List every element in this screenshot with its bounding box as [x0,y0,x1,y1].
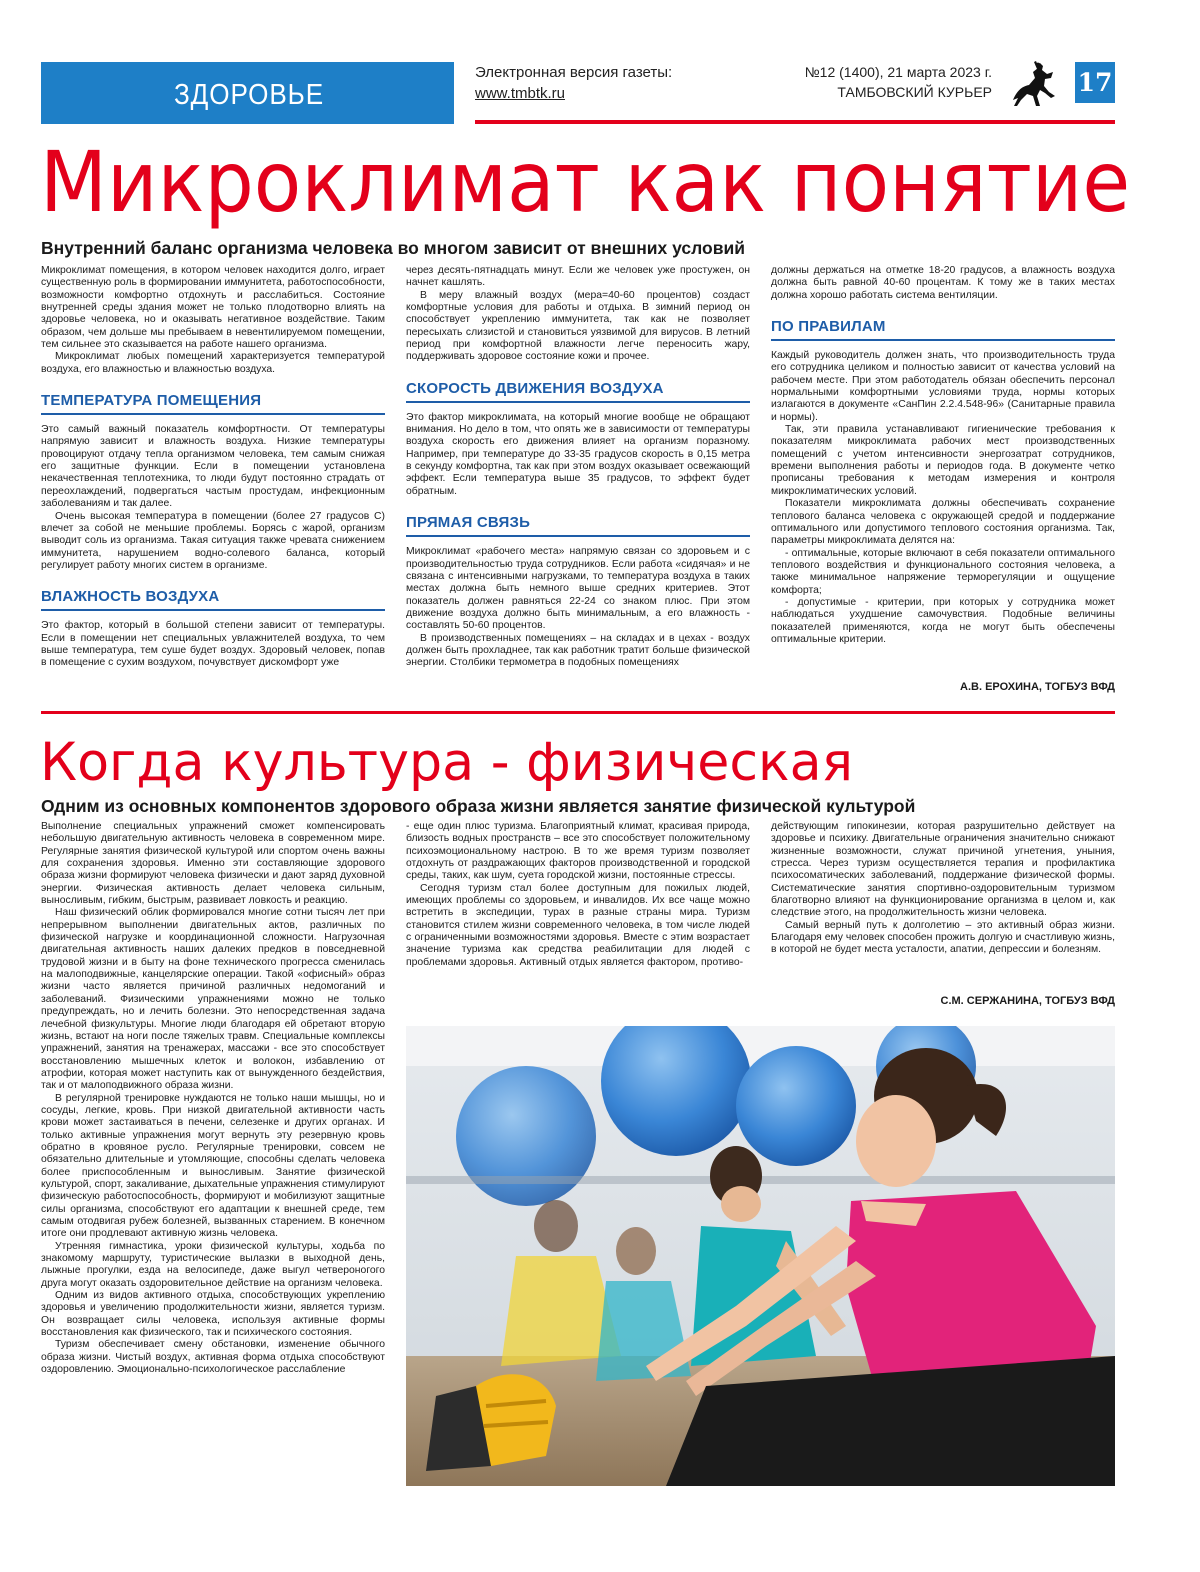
article1-paragraph: В меру влажный воздух (мера=40-60 процентов) создаст комфортные условия для работы и отдыха. В зимний период он способствует укреплению иммунитета, так как не позволяет пересыхать слизистой и становиться уязвимой для вирусов. В летний период при комфортной влажности легче переносить жару, поддерживать здоровое состояние кожи и прочее. [406,289,750,363]
article1-subheading-temperature: ТЕМПЕРАТУРА ПОМЕЩЕНИЯ [41,392,385,415]
issue-number: №12 (1400), 21 марта 2023 г. [804,64,992,80]
article1-subheading-humidity: ВЛАЖНОСТЬ ВОЗДУХА [41,588,385,611]
fitness-photo-illustration [406,1026,1115,1486]
article-divider [41,711,1115,714]
article1-paragraph: Так, эти правила устанавливают гигиенические требования к показателям микроклимата рабочих мест производственных помещений с учетом интенсивности энергозатрат сотрудников, времени выполнения работы и периодов года. В документе четко прописаны требования к методам измерения и контроля микроклиматических условий. [771,424,1115,497]
article1-subheading-direct-link: ПРЯМАЯ СВЯЗЬ [406,514,750,537]
paper-name: ТАМБОВСКИЙ КУРЬЕР [837,84,992,100]
fitness-stretching-photo [406,1026,1115,1486]
article1-paragraph: - оптимальные, которые включают в себя показатели оптимального теплового воздействия и функционального состояния человека, а также минимальное напряжение терморегуляции и ощущение комфорта; [771,547,1115,596]
article2-standfirst: Одним из основных компонентов здорового образа жизни является занятие физической культурой [41,796,916,816]
article1-subheading-rules: ПО ПРАВИЛАМ [771,318,1115,341]
article1-paragraph: Показатели микроклимата должны обеспечивать сохранение теплового баланса человека с окружающей средой и поддержание оптимального или допустимого теплового состояния организма. Так, параметры микроклимата делятся на: [771,498,1115,547]
rubric-label: ЗДОРОВЬЕ [174,79,325,111]
article2-column-1 [41,821,385,1493]
article2-paragraph: В регулярной тренировке нуждаются не только наши мышцы, но и сосуды, легкие, кровь. При низкой двигательной активности часть крови может застаиваться в печени, селезенке и других органах. И только активные упражнения могут вернуть эту резервную кровь обратно в кровяное русло. Регулярные тренировки, совсем не обязательно длительные и утомляющие, способны сделать человека более приспособленным и выносливым. Занятие физической культурой, спорт, закаливание, дыхательные упражнения стимулируют физическую работоспособность, формируют и мобилизуют защитные силы организма, способствуют его адаптации к внешней среде, тем самым отодвигая рубеж болезней, вызванных старением. В конечном итоге они продлевают активную жизнь человека. [41,1092,385,1240]
edition-url-link[interactable]: www.tmbtk.ru [475,85,566,102]
article2-paragraph: Одним из видов активного отдыха, способствующих укреплению здоровья и увеличению продолжительности жизни, является туризм. Он возвращает силы человека, используя активные формы восстановления как физического, так и психического состояния. [41,1290,385,1339]
article2-paragraph: Сегодня туризм стал более доступным для пожилых людей, имеющих проблемы со здоровьем, и инвалидов. Их все чаще можно встретить в экспедиции, турах в разные страны мира. Туризм становится стилем жизни современного человека, в том числе людей с ограниченными возможностями здоровья. Вместе с этим возрастает значение туризма как средства реабилитации для людей с проблемами здоровья. Активный отдых является фактором, противо- [406,882,750,968]
page-number: 17 [1075,62,1115,103]
article1-paragraph: Это фактор, который в большой степени зависит от температуры. Если в помещении нет специальных увлажнителей воздуха, то чем выше температура, тем суше будет воздух. Здоровый человек, попав в помещение с сухим воздухом, почувствует дискомфорт уже [41,620,385,669]
article2-author: С.М. СЕРЖАНИНА, ТОГБУЗ ВФД [940,995,1115,1007]
article1-standfirst: Внутренний баланс организма человека во многом зависит от внешних условий [41,238,745,258]
article2-paragraph: Выполнение специальных упражнений сможет компенсировать небольшую двигательную активность человека в современном мире. Регулярные занятия физической культурой или спортом очень важны для сохранения здоровья. Именно эти составляющие здорового образа жизни формируют человека физически и дают заряд духовной энергии. Физическая активность делает человека сильным, выносливым, гибким, быстрым, развивает ловкость и реакцию. [41,821,385,907]
article1-subheading-air-speed: СКОРОСТЬ ДВИЖЕНИЯ ВОЗДУХА [406,380,750,403]
article2-paragraph: Туризм обеспечивает смену обстановки, изменение обычного образа жизни. Чистый воздух, активная форма отдыха способствуют оздоровлению. Эмоционально-психологическое расслабление [41,1339,385,1376]
article2-paragraph: Наш физический облик формировался многие сотни тысяч лет при непрерывном выполнении двигательных актов, различных по физической нагрузке и координационной сложности. Нагрузочная двигательная активность наших далеких предков в повседневной трудовой жизни и в быту на фоне технического прогресса сменилась на малоподвижные, канцелярские операции. Такой «офисный» образ жизни часто является причиной различных недомоганий и заболеваний. Физическими упражнениями можно не только предупреждать, но и лечить болезни. Это непосредственная задача лечебной физкультуры. Многие люди благодаря ей обретают вторую жизнь, встают на ноги после тяжелых травм. Специальные комплексы упражнений, занятия на тренажерах, массажи - все это способствует восстановлению мышечных клеток и волокон, избавлению от атрофии, которая может наступить как от вынужденного бездействия, так и от малоподвижного образа жизни. [41,907,385,1092]
edition-info [475,62,672,104]
article1-paragraph: Микроклимат помещения, в котором человек находится долго, играет существенную роль в формировании иммунитета, работоспособности, возможности комфортно отдохнуть и расслабиться. Состояние внутренней среды здания может не только плодотворно влиять на здоровье человека, но и оказывать негативное воздействие. Таким образом, чем дольше мы пребываем в невентилируемом помещении, тем сильнее это сказывается на работе нашего организма. [41,265,385,351]
article1-paragraph: - допустимые - критерии, при которых у сотрудника может наблюдаться ухудшение самочувствия. Подобные величины показателей применяются, когда не могут быть обеспечены оптимальные критерии. [771,596,1115,645]
article2-title: Когда культура - физическая [40,732,853,793]
article2-paragraph: Утренняя гимнастика, уроки физической культуры, ходьба по знакомому маршруту, туристические вылазки в выходной день, лыжные прогулки, езда на велосипеде, даже выгул четвероногого друга могут оказать оздоровительное действие на организм человека. [41,1240,385,1289]
article1-column-3 [771,265,1115,695]
article1-author: А.В. ЕРОХИНА, ТОГБУЗ ВФД [960,681,1115,693]
article1-paragraph: через десять-пятнадцать минут. Если же человек уже простужен, он начнет кашлять. [406,265,750,289]
article1-title: Микроклимат как понятие [40,133,1131,231]
horseman-logo-icon [1007,60,1059,108]
article1-paragraph: Очень высокая температура в помещении (более 27 градусов С) влечет за собой не меньшие проблемы. Борясь с жарой, организм выводит соль из организма. Такая ситуация также чревата снижением иммунитета, нарушением водно-солевого баланса, который регулирует работу многих систем в организме. [41,510,385,571]
article1-column-1 [41,265,385,695]
article1-paragraph: Это самый важный показатель комфортности. От температуры напрямую зависит и влажность воздуха. Низкие температуры провоцируют отдачу тепла организмом человека, тем самым снижая его защитные функции. Если в помещении установлена некачественная теплотехника, то люди будут постоянно страдать от переохлаждений, подвергаться частым простудам, инфекционным заболеваниям и так далее. [41,424,385,510]
article2-paragraph: - еще один плюс туризма. Благоприятный климат, красивая природа, близость водных пространств – все это способствует положительному психоэмоциональному настрою. В то же время туризм позволяет отдохнуть от раздражающих факторов производственной и городской среды, таких, как шум, суета городской жизни, постоянные стрессы. [406,821,750,882]
article2-column-3 [771,821,1115,991]
article2-paragraph: Самый верный путь к долголетию – это активный образ жизни. Благодаря ему человек способен прожить долгую и счастливую жизнь, в которой не будет места усталости, апатии, депрессии и болезням. [771,919,1115,956]
article1-paragraph: Каждый руководитель должен знать, что производительность труда его сотрудника целиком и полностью зависит от качества условий на рабочем месте. При этом работодатель обязан обеспечить персонал нормальными комфортными условиями труда, нормы которых излагаются в документе «СанПин 2.2.4.548-96» (Санитарные правила и нормы). [771,350,1115,423]
article1-column-2 [406,265,750,695]
article1-paragraph: должны держаться на отметке 18-20 градусов, а влажность воздуха должна быть равной 40-60 процентам. К тому же в таких местах должна хорошо работать система вентиляции. [771,265,1115,301]
issue-info [805,62,992,102]
article2-column-2 [406,821,750,1011]
edition-label: Электронная версия газеты: [475,64,673,81]
header-divider [475,120,1115,124]
article1-paragraph: Микроклимат «рабочего места» напрямую связан со здоровьем и с производительностью труда сотрудников. Если работа «сидячая» и не связана с интенсивными нагрузками, то температура воздуха в таких местах должна быть немного выше средних критериев. Этот показатель должен равняться 22-24 со знаком плюс. При этом движение воздуха должно быть минимальным, а его влажность - составлять 50-60 процентов. [406,546,750,632]
article2-paragraph: действующим гипокинезии, которая разрушительно действует на здоровье и психику. Двигательные ограничения значительно снижают жизненные возможности, служат причиной угнетения, уныния, стресса. Через туризм осуществляется терапия и профилактика психосоматических заболеваний, поддержание физической формы. Систематические занятия спортивно-оздоровительным туризмом благотворно влияют на функционирование организма в целом и, как следствие этого, на продолжительность жизни человека. [771,821,1115,919]
article1-paragraph: В производственных помещениях – на складах и в цехах - воздух должен быть прохладнее, так как работник тратит больше физической энергии. Столбики термометра в подобных помещениях [406,632,750,669]
section-rubric [41,62,454,124]
article1-paragraph: Это фактор микроклимата, на который многие вообще не обращают внимания. Но дело в том, что опять же в зависимости от температуры воздуха скорость его движения влияет на организм поразному. Например, при температуре до 33-35 градусов скорость в 0,15 метра в секунду комфортна, так как при этом воздух оказывает освежающий эффект. Если температура выше 35 градусов, то эффект будет обратным. [406,411,750,497]
article1-paragraph: Микроклимат любых помещений характеризуется температурой воздуха, его влажностью и влажностью воздуха. [41,351,385,375]
